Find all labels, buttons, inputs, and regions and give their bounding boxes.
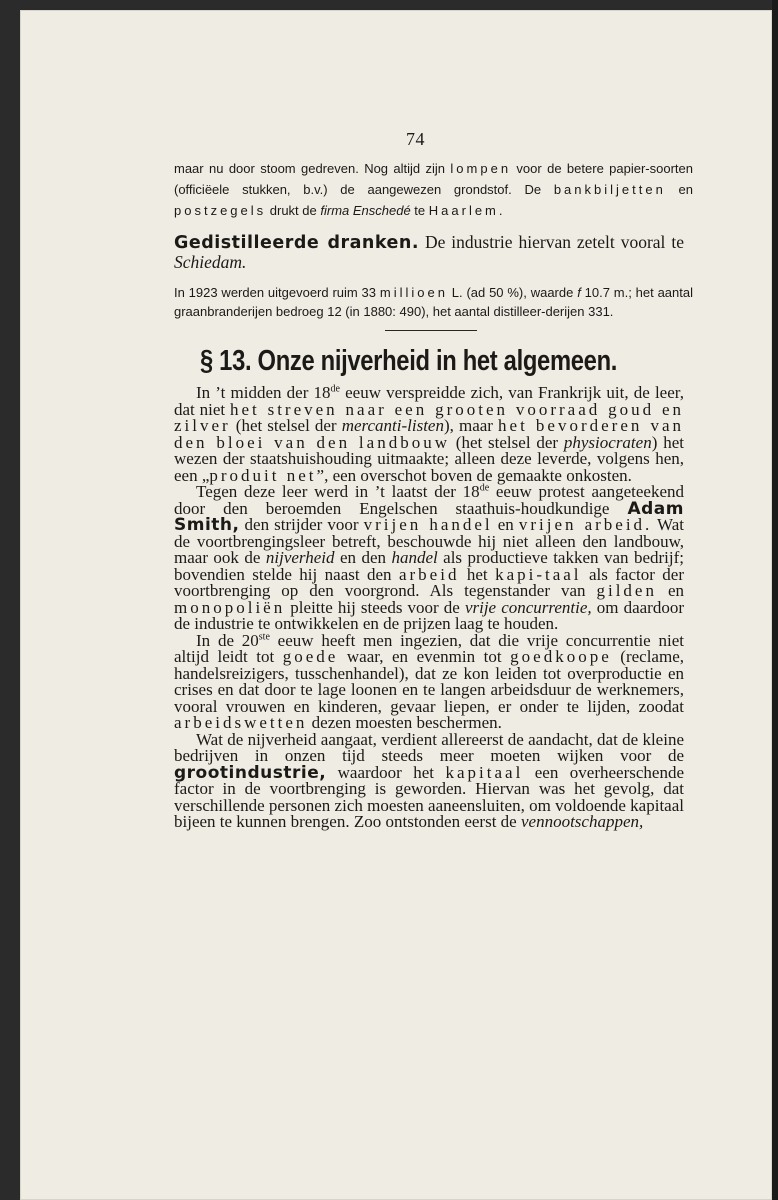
main-text — [174, 385, 684, 831]
paragraph-grootindustrie: Wat de nijverheid aangaat, verdient allereerst de aandacht, dat de kleine bedrijven in onzen tijd steeds meer moeten wijken voor de grootindustrie, waardoor het kapitaal een overheerschende factor in de voortbrenging is geworden. Hiervan was het gevolg, dat verschillende personen zich moesten aaneensluiten, om voldoende kapitaal bijeen te kunnen brengen. Zoo ontstonden eerst de vennootschappen, — [174, 729, 684, 831]
export-stats-paragraph: In 1923 werden uitgevoerd ruim 33 millioen L. (ad 50 %), waarde f 10.7 m.; het aantal graanbranderijen bedroeg 12 (in 1880: 490), het aantal distilleer-derijen 331. — [174, 285, 694, 319]
section-divider — [385, 330, 477, 331]
paragraph-adam-smith: Tegen deze leer werd in ’t laatst der 18de eeuw protest aangeteekend door den beroemden Engelschen staathuis-houdkundige Adam Smith, den strijder voor vrijen handel en vrijen arbeid. Wat de voortbrengingsleer betreft, beschouwde hij niet alleen den landbouw, maar ook de nijverheid en den handel als productieve takken van bedrijf; bovendien stelde hij naast den arbeid het kapi-taal als factor der voortbrenging op den voorgrond. Als tegenstander van gilden en monopoliën pleitte hij steeds voor de vrije concurrentie, om daardoor de industrie te ontwikkelen en de prijzen laag te houden. — [174, 482, 685, 633]
paragraph-physiocrats: In ’t midden der 18de eeuw verspreidde zich, van Frankrijk uit, de leer, dat niet het streven naar een grooten voorraad goud en zilver (het stelsel der mercanti-listen), maar het bevorderen van den bloei van den landbouw (het stelsel der physiocraten) het wezen der staatshuishouding uitmaakte; alleen deze leverde, volgens hen, een „produit net”, een overschot boven de gemaakte onkosten. — [174, 383, 685, 485]
distilled-heading: Gedistilleerde dranken. — [174, 233, 420, 253]
section-title: § 13. Onze nijverheid in het algemeen. — [200, 345, 618, 377]
scan-edge — [772, 0, 778, 1200]
lompen-paragraph: maar nu door stoom gedreven. Nog altijd zijn lompen voor de betere papier-soorten (officiëele stukken, b.v.) de aangewezen grondstof. De bankbiljetten en postzegels drukt de firma Enschedé te Haarlem. — [174, 161, 693, 218]
paragraph-twentieth-century: In de 20ste eeuw heeft men ingezien, dat die vrije concurrentie niet altijd leidt tot goede waar, en evenmin tot goedkoope (reclame, handelsreizigers, tusschenhandel), dat ze kon leiden tot overproductie en crises en dat door te lage loonen en te langen arbeidsduur de werknemers, vooral vrouwen en kinderen, gevaar liepen, er onder te lijden, zoodat arbeidswetten dezen moesten beschermen. — [174, 630, 684, 732]
page-number: 74 — [406, 129, 425, 149]
distilled-drinks-paragraph: Gedistilleerde dranken. De industrie hiervan zetelt vooral te Schiedam. — [174, 232, 684, 272]
